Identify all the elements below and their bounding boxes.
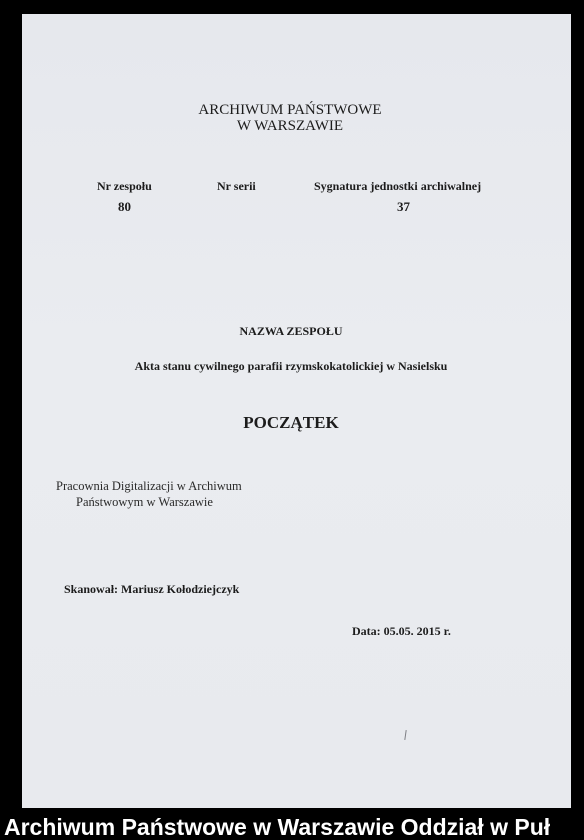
pen-mark [404, 730, 406, 740]
series-number-label: Nr serii [217, 179, 256, 193]
watermark-banner [0, 814, 584, 840]
scanned-by: Skanował: Mariusz Kołodziejczyk [64, 582, 240, 596]
archive-name-line1: ARCHIWUM PAŃSTWOWE [198, 102, 382, 118]
lab-name-line2: Państwowym w Warszawie [76, 495, 213, 509]
fonds-number-label: Nr zespołu [97, 179, 152, 193]
signature-label: Sygnatura jednostki archiwalnej [314, 179, 482, 193]
lab-name-line1: Pracownia Digitalizacji w Archiwum [56, 479, 242, 493]
signature-value: 37 [397, 199, 410, 214]
watermark-text: Archiwum Państwowe w Warszawie Oddział w Puł [4, 814, 551, 840]
fonds-name: Akta stanu cywilnego parafii rzymskokatolickiej w Nasielsku [134, 359, 448, 373]
section-marker: POCZĄTEK [243, 413, 339, 432]
document-sheet [22, 14, 571, 808]
fonds-number-value: 80 [118, 199, 131, 214]
fonds-heading: NAZWA ZESPOŁU [239, 324, 343, 338]
scan-date: Data: 05.05. 2015 r. [352, 624, 451, 638]
archive-name-line2: W WARSZAWIE [236, 118, 344, 134]
